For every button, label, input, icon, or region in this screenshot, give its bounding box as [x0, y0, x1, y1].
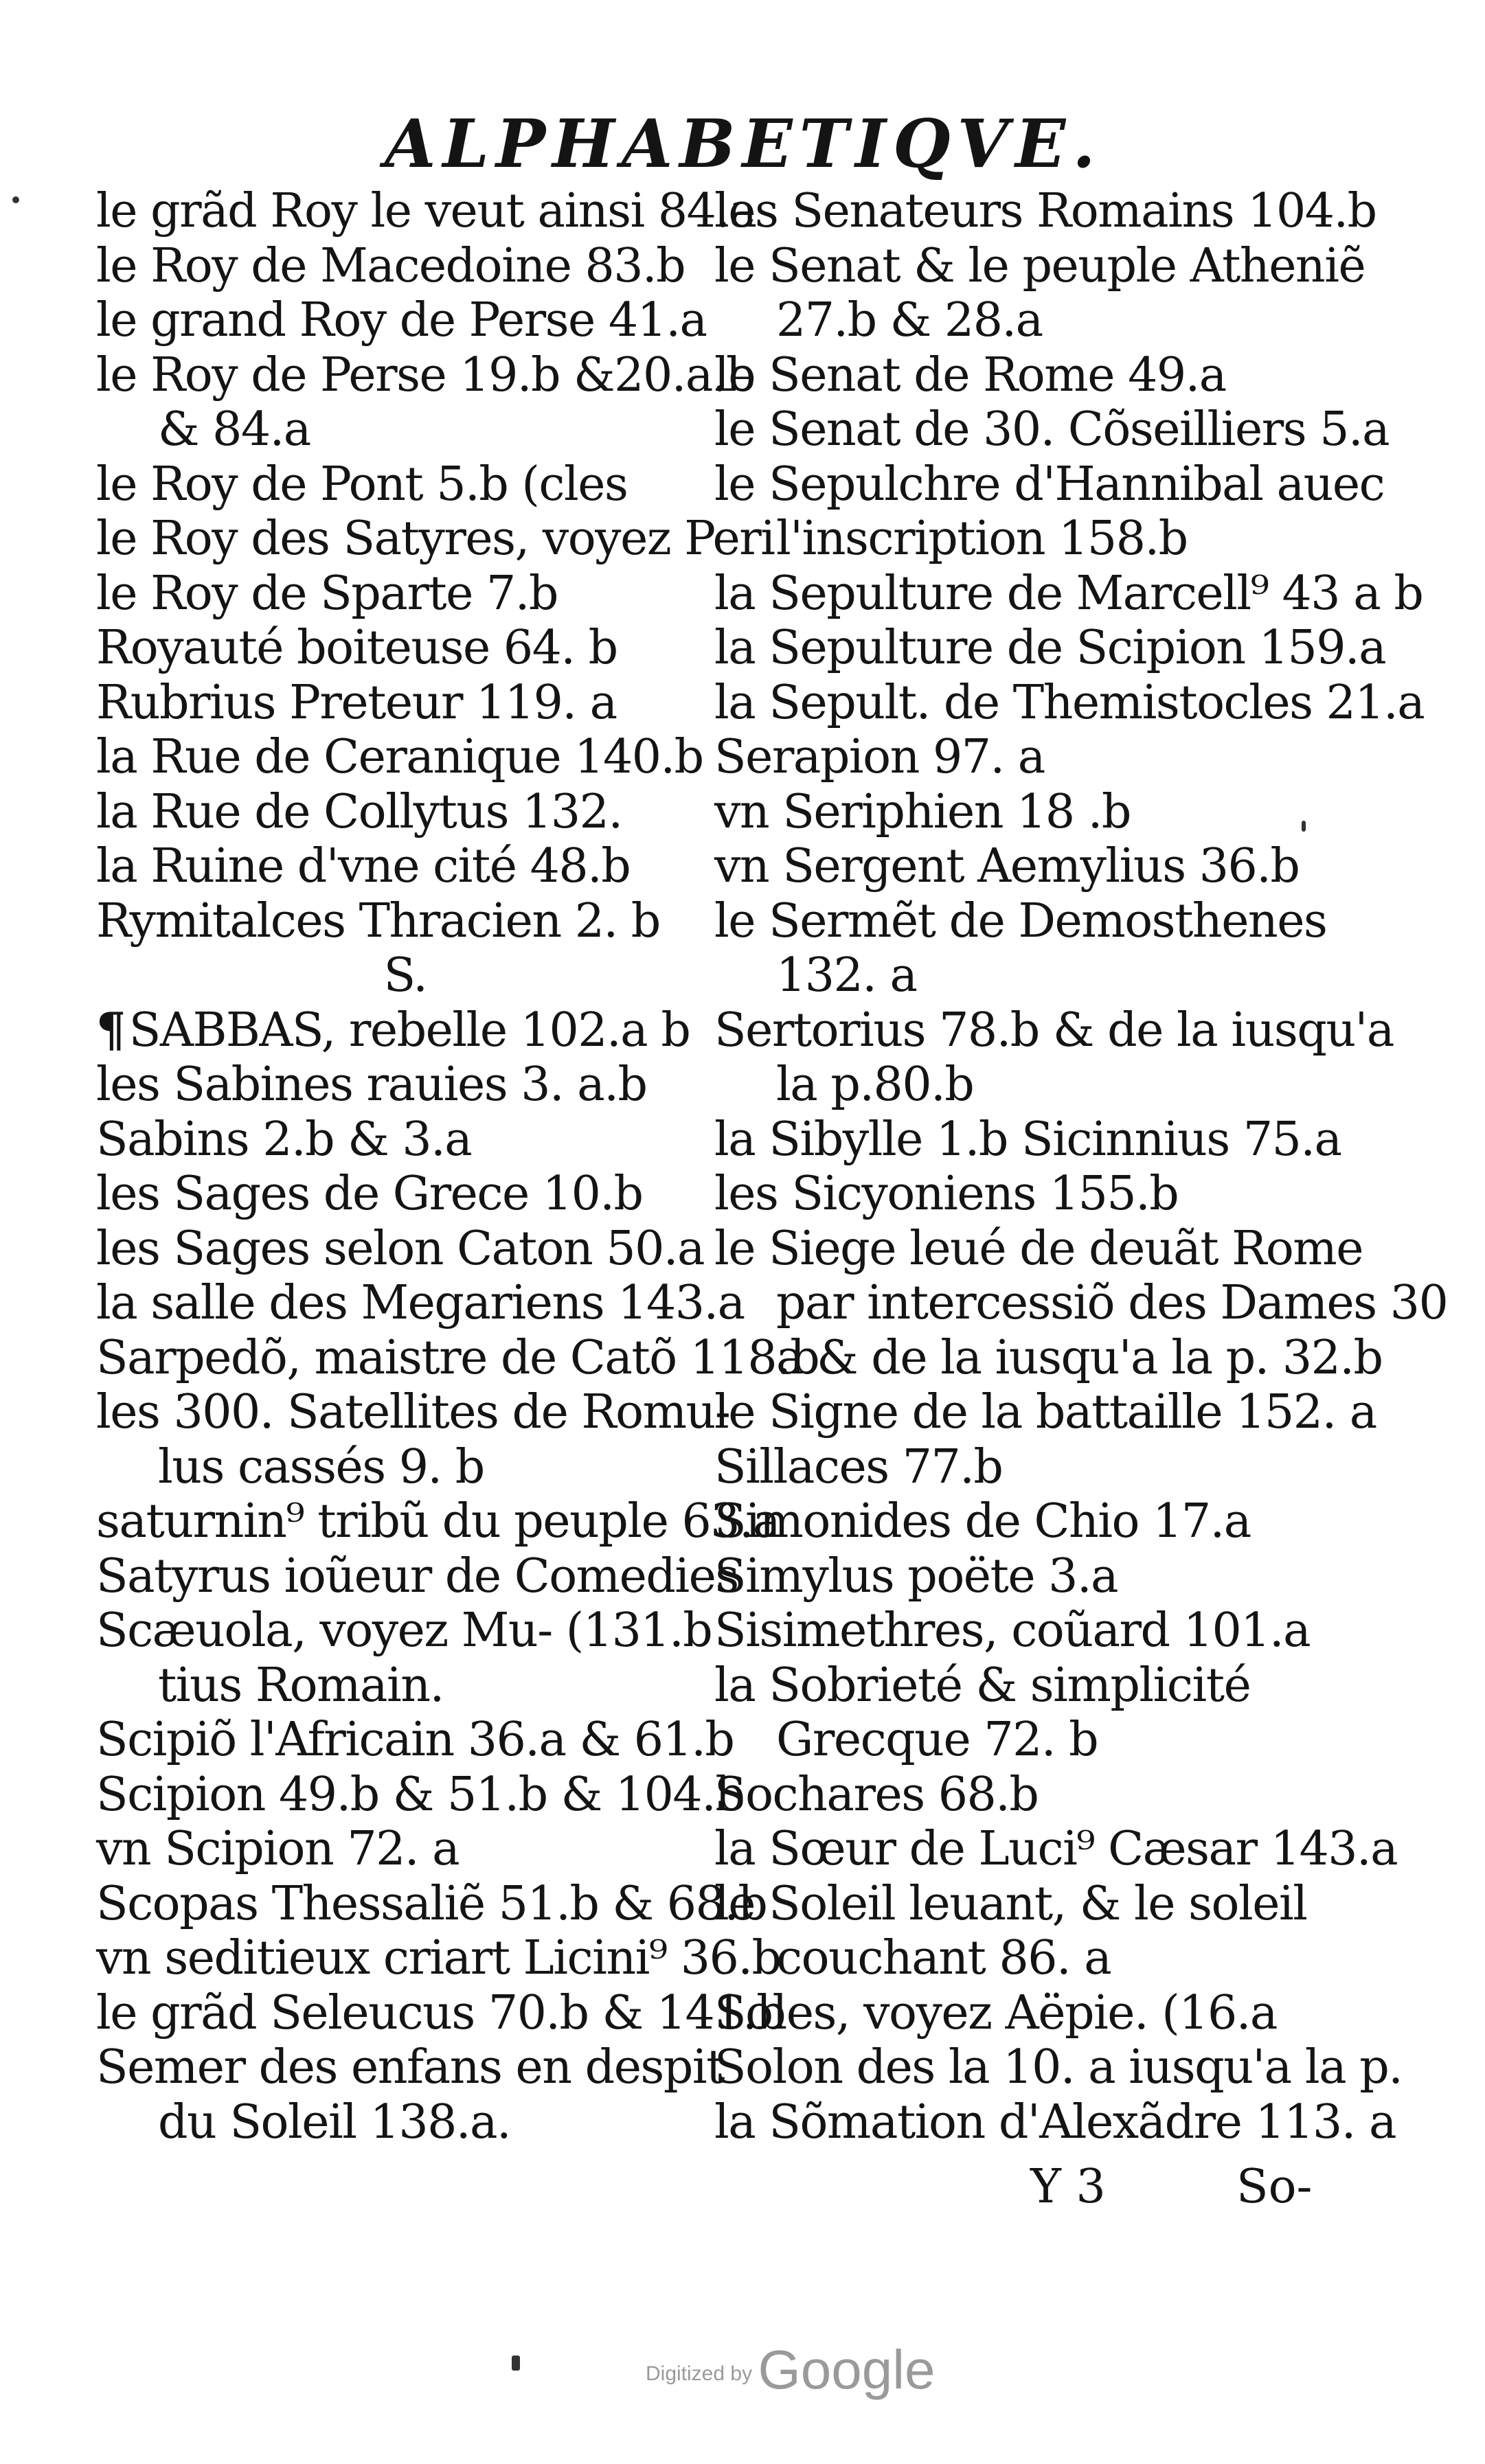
- index-entry-continuation: 132. a: [776, 948, 917, 1003]
- index-entry: le Roy de Pont 5.b (cles: [96, 457, 628, 512]
- index-entry: Rymitalces Thracien 2. b: [96, 893, 660, 948]
- running-head: ALPHABETIQVE.: [385, 105, 1102, 183]
- index-entry: le Sepulchre d'Hannibal auec: [714, 457, 1385, 512]
- index-entry: la Sœur de Luci⁹ Cæsar 143.a: [714, 1822, 1398, 1876]
- index-entry: Rubrius Preteur 119. a: [96, 675, 617, 730]
- index-entry: le Soleil leuant, & le soleil: [714, 1876, 1307, 1931]
- index-entry: la Sepulture de Scipion 159.a: [714, 621, 1386, 675]
- ink-speck: [512, 2355, 520, 2371]
- index-entry: le Siege leué de deuãt Rome: [714, 1221, 1363, 1276]
- index-entry-continuation: & 84.a: [158, 402, 310, 457]
- index-entry: Simonides de Chio 17.a: [714, 1494, 1251, 1549]
- index-entry: le Senat de 30. Cõseilliers 5.a: [714, 402, 1390, 457]
- index-entry-continuation: couchant 86. a: [776, 1931, 1111, 1985]
- digitized-by-google-stamp: [646, 2338, 989, 2400]
- index-entry-continuation: tius Romain.: [158, 1658, 444, 1713]
- index-entry: Simylus poëte 3.a: [714, 1549, 1118, 1604]
- index-entry: la salle des Megariens 143.a: [96, 1276, 745, 1330]
- index-entry: le Roy des Satyres, voyez Peri: [96, 512, 775, 566]
- index-entry: Semer des enfans en despit: [96, 2040, 724, 2095]
- index-entry: vn seditieux criart Licini⁹ 36.b: [96, 1931, 781, 1985]
- ink-speck: [1302, 821, 1306, 832]
- index-entry: le grãd Roy le veut ainsi 84.a: [96, 184, 756, 238]
- index-entry-continuation: a & de la iusqu'a la p. 32.b: [776, 1330, 1383, 1385]
- index-entry: Soles, voyez Aëpie. (16.a: [714, 1985, 1277, 2040]
- index-entry: le grãd Seleucus 70.b & 141.b: [96, 1985, 786, 2040]
- index-entry: Scipion 49.b & 51.b & 104.b: [96, 1767, 745, 1822]
- index-entry: Royauté boiteuse 64. b: [96, 621, 617, 675]
- index-entry: vn Seriphien 18 .b: [714, 784, 1131, 839]
- index-entry: la Sibylle 1.b Sicinnius 75.a: [714, 1112, 1341, 1167]
- index-entry-continuation: l'inscription 158.b: [776, 512, 1188, 566]
- index-entry-section-start: [96, 1003, 714, 1058]
- index-entry: Scæuola, voyez Mu- (131.b: [96, 1604, 712, 1658]
- index-entry: vn Scipion 72. a: [96, 1822, 460, 1876]
- ink-speck: [12, 196, 19, 203]
- index-entry: le Sermẽt de Demosthenes: [714, 893, 1327, 948]
- index-entry: les 300. Satellites de Romu-: [96, 1385, 730, 1439]
- index-entry-text: SABBAS, rebelle 102.a b: [128, 1003, 690, 1058]
- digitized-label: Digitized by: [646, 2362, 753, 2385]
- signature-mark: Y 3: [1030, 2160, 1106, 2214]
- index-entry: le Signe de la battaille 152. a: [714, 1385, 1376, 1439]
- index-entry-continuation: 27.b & 28.a: [776, 293, 1043, 347]
- catchword: So-: [1236, 2160, 1313, 2214]
- pilcrow-icon: ¶: [96, 1002, 125, 1058]
- index-entry: le Roy de Macedoine 83.b: [96, 238, 685, 293]
- index-entry-continuation: du Soleil 138.a.: [158, 2095, 511, 2149]
- index-entry: la Rue de Collytus 132.: [96, 784, 622, 839]
- index-entry: Sertorius 78.b & de la iusqu'a: [714, 1003, 1394, 1058]
- index-entry: le Senat de Rome 49.a: [714, 347, 1226, 402]
- index-entry-continuation: Grecque 72. b: [776, 1713, 1098, 1767]
- right-index-column: [714, 184, 1448, 2149]
- index-entry: Sillaces 77.b: [714, 1439, 1003, 1494]
- index-entry: Scipiõ l'Africain 36.a & 61.b: [96, 1713, 734, 1767]
- index-entry: Solon des la 10. a iusqu'a la p.: [714, 2040, 1403, 2095]
- index-entry: Sarpedõ, maistre de Catõ 118.b: [96, 1330, 819, 1385]
- index-entry: Sochares 68.b: [714, 1767, 1039, 1822]
- index-entry: la Sõmation d'Alexãdre 113. a: [714, 2095, 1396, 2149]
- index-entry: les Sages de Grece 10.b: [96, 1167, 643, 1221]
- index-entry: saturnin⁹ tribũ du peuple 63.a: [96, 1494, 780, 1549]
- index-entry: Satyrus ioũeur de Comedies: [96, 1549, 738, 1604]
- index-entry: Serapion 97. a: [714, 730, 1045, 784]
- index-entry: le Senat & le peuple Atheniẽ: [714, 238, 1365, 293]
- index-entry: la Rue de Ceranique 140.b: [96, 730, 703, 784]
- left-index-column: [96, 184, 819, 2149]
- index-entry: les Sicyoniens 155.b: [714, 1167, 1179, 1221]
- google-logo: Google: [758, 2339, 936, 2400]
- index-entry: Sisimethres, coũard 101.a: [714, 1604, 1311, 1658]
- index-entry: le grand Roy de Perse 41.a: [96, 293, 707, 347]
- index-entry: le Roy de Sparte 7.b: [96, 566, 558, 621]
- index-entry: les Senateurs Romains 104.b: [714, 184, 1376, 238]
- index-entry: la Sobrieté & simplicité: [714, 1658, 1251, 1713]
- index-entry: la Sepulture de Marcell⁹ 43 a b: [714, 566, 1423, 621]
- index-entry: les Sages selon Caton 50.a: [96, 1221, 705, 1276]
- index-entry: Sabins 2.b & 3.a: [96, 1112, 472, 1167]
- index-entry: vn Sergent Aemylius 36.b: [714, 839, 1300, 893]
- index-entry: la Ruine d'vne cité 48.b: [96, 839, 631, 893]
- index-entry-continuation: lus cassés 9. b: [158, 1439, 484, 1494]
- index-entry-continuation: par intercessiõ des Dames 30: [776, 1276, 1448, 1330]
- index-entry: le Roy de Perse 19.b &20.a.b: [96, 347, 756, 402]
- index-entry-continuation: la p.80.b: [776, 1058, 974, 1112]
- index-entry: la Sepult. de Themistocles 21.a: [714, 675, 1425, 730]
- index-entry: les Sabines rauies 3. a.b: [96, 1058, 647, 1112]
- index-entry: Scopas Thessaliẽ 51.b & 68.b: [96, 1876, 767, 1931]
- section-letter-heading: S.: [383, 948, 427, 1003]
